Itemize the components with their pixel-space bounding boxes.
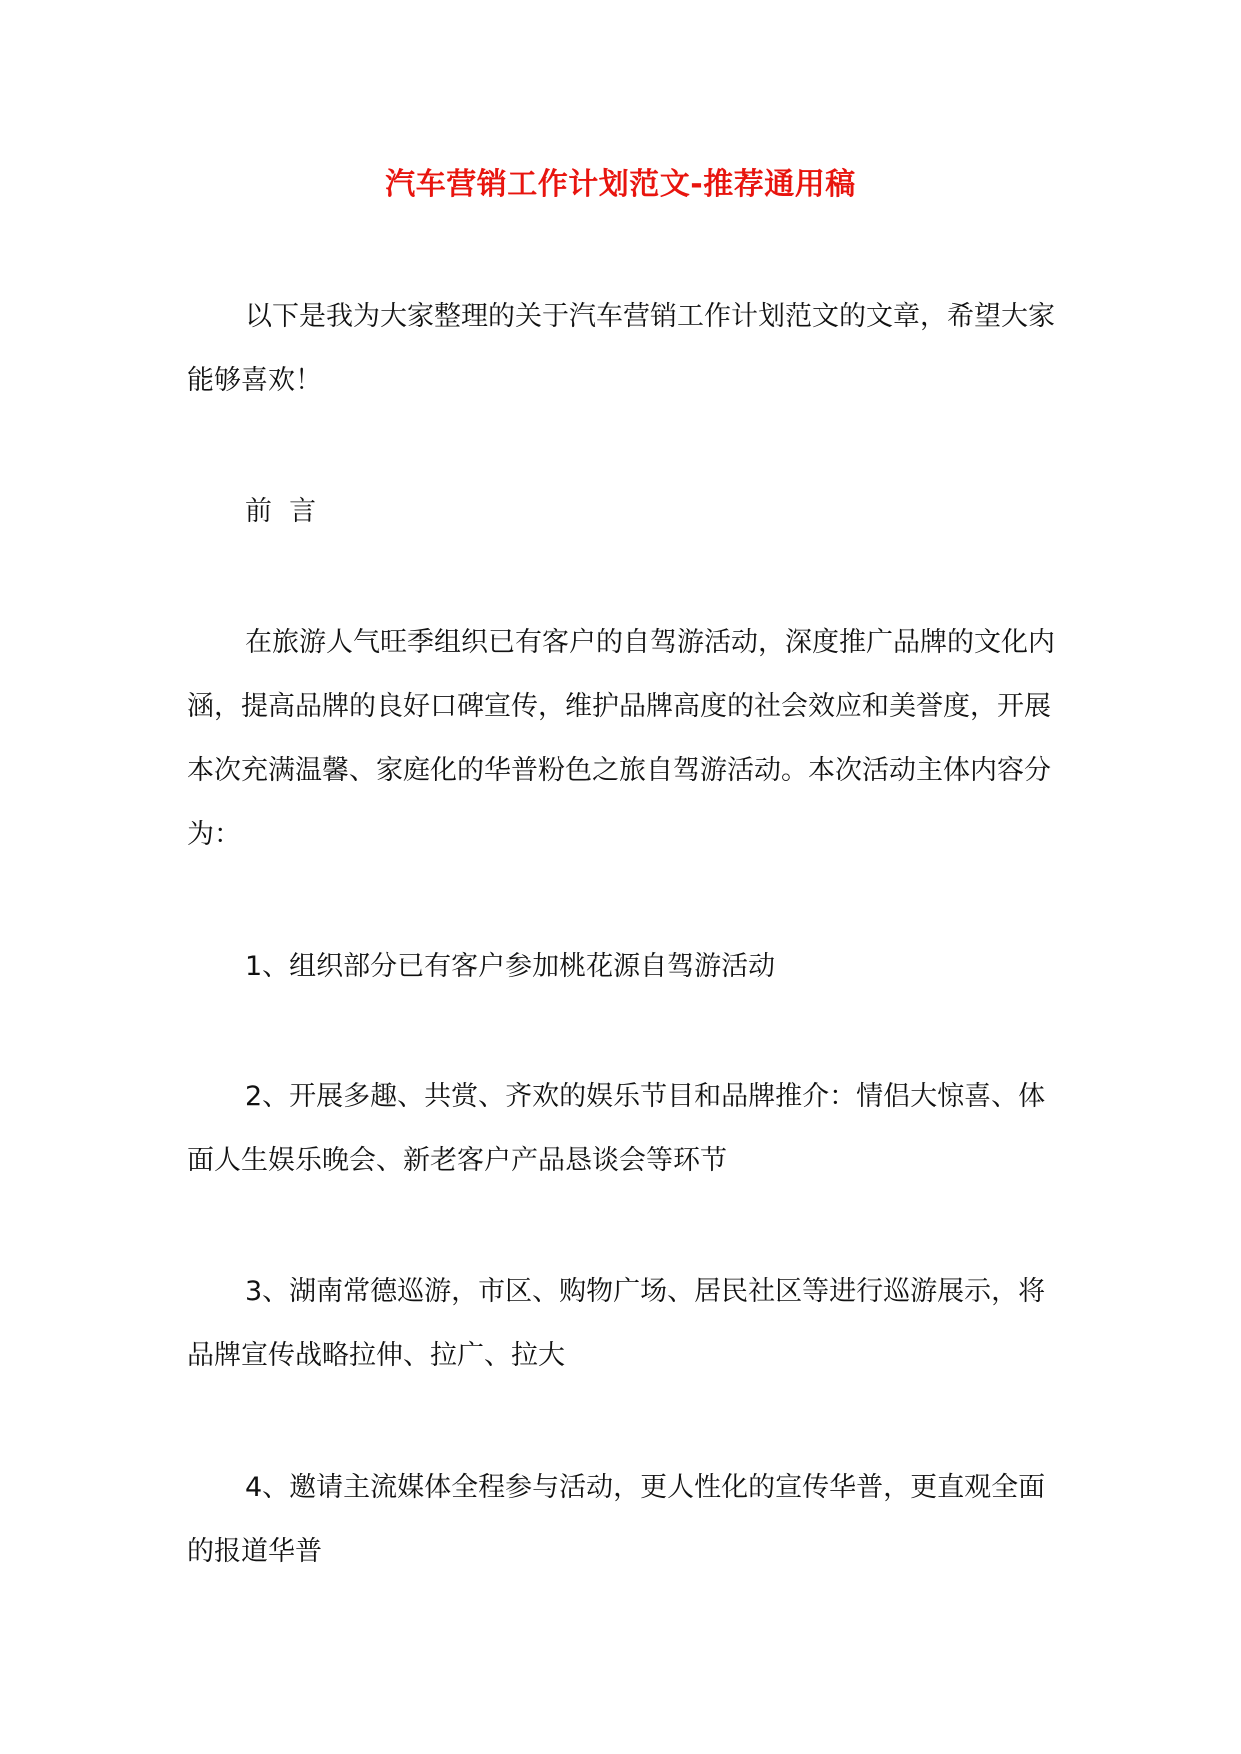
- list-item: 2、开展多趣、共赏、齐欢的娱乐节目和品牌推介：情侣大惊喜、体面人生娱乐晚会、新老客户产品恳谈会等环节: [187, 1081, 1046, 1176]
- intro-paragraph: 以下是我为大家整理的关于汽车营销工作计划范文的文章，希望大家能够喜欢！: [187, 301, 1055, 396]
- list-item: 3、湖南常德巡游，市区、购物广场、居民社区等进行巡游展示，将品牌宣传战略拉伸、拉广、拉大: [187, 1276, 1046, 1371]
- document-title: 汽车营销工作计划范文-推荐通用稿: [385, 167, 856, 202]
- list-item: 1、组织部分已有客户参加桃花源自驾游活动: [245, 951, 776, 982]
- preface-heading: 前 言: [245, 496, 317, 527]
- list-item: 4、邀请主流媒体全程参与活动，更人性化的宣传华普，更直观全面的报道华普: [187, 1472, 1046, 1567]
- body-paragraph: 在旅游人气旺季组织已有客户的自驾游活动，深度推广品牌的文化内涵，提高品牌的良好口碑宣传，维护品牌高度的社会效应和美誉度，开展本次充满温馨、家庭化的华普粉色之旅自驾游活动。本次活动主体内容分为：: [187, 627, 1055, 850]
